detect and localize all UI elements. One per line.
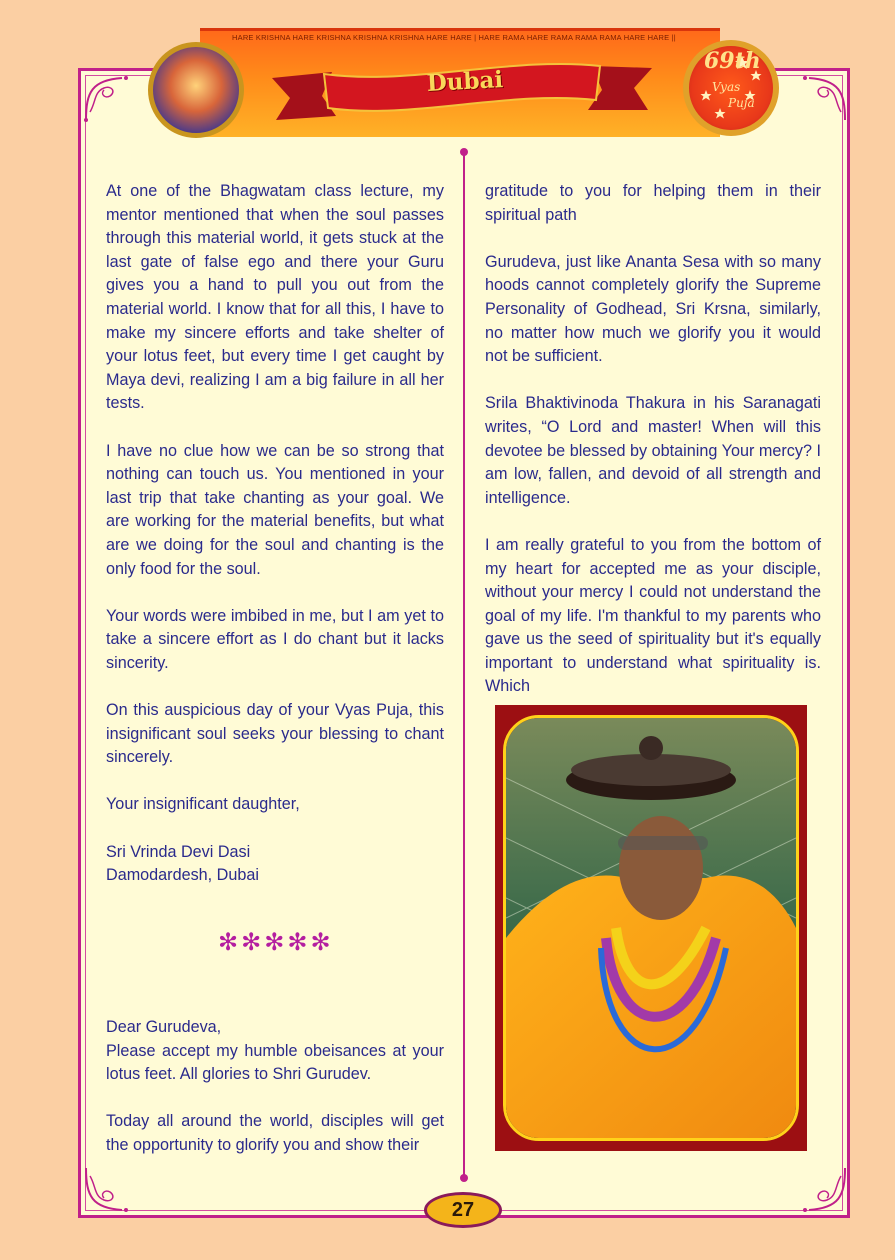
paragraph: I am really grateful to you from the bottom of my heart for accepted me as your disciple, without your mercy I could not understand the goal of my life. I'm thankful to my parents who gave us the seed of spirituality but it's equally important to understand what spirituality is. Which xyxy=(485,535,821,696)
paragraph: gratitude to you for helping them in their spiritual path xyxy=(485,182,821,224)
paragraph: I have no clue how we can be so strong that nothing can touch us. You mentioned in your last trip that take chanting as your goal. We are working for the material benefits, but what are we doing for the soul and chanting is the only food for the soul. xyxy=(106,441,444,578)
column-divider xyxy=(463,152,465,1178)
paragraph: Today all around the world, disciples will get the opportunity to glorify you and show their xyxy=(106,1112,444,1154)
paragraph: Your words were imbibed in me, but I am yet to take a sincere effort as I do chant but it lacks sincerity. xyxy=(106,606,444,672)
deity-medallion xyxy=(148,42,244,138)
guru-photo xyxy=(503,715,799,1141)
corner-ornament-icon xyxy=(797,72,849,124)
mantra-text: HARE KRISHNA HARE KRISHNA KRISHNA KRISHNA HARE HARE | HARE RAMA HARE RAMA RAMA RAMA HARE HARE || xyxy=(232,33,676,42)
page-title: Dubai xyxy=(426,66,504,97)
paragraph: Please accept my humble obeisances at your lotus feet. All glories to Shri Gurudev. xyxy=(106,1041,444,1084)
vyas-puja-label: Puja xyxy=(728,96,755,110)
page-number: 27 xyxy=(424,1192,502,1228)
divider-dot xyxy=(460,148,468,156)
divider-dot xyxy=(460,1174,468,1182)
second-letter xyxy=(106,1016,444,1181)
corner-ornament-icon xyxy=(82,72,134,124)
right-column xyxy=(485,180,821,723)
paragraph: Gurudeva, just like Ananta Sesa with so many hoods cannot completely glorify the Supreme Personality of Godhead, Sri Krsna, similarly, no matter how much we glorify you it would not be sufficient. xyxy=(485,252,821,366)
closing: Your insignificant daughter, xyxy=(106,795,300,814)
corner-ornament-icon xyxy=(797,1164,849,1216)
salutation: Dear Gurudeva, xyxy=(106,1018,222,1036)
vyas-puja-number: 69th xyxy=(704,48,761,74)
paragraph: Srila Bhaktivinoda Thakura in his Saranagati writes, “O Lord and master! When will this devotee be blessed by obtaining Your mercy? I am low, fallen, and devoid of all strength and intelligence. xyxy=(485,394,821,507)
signature-place: Damodardesh, Dubai xyxy=(106,866,259,885)
left-column xyxy=(106,180,444,888)
paragraph: At one of the Bhagwatam class lecture, my mentor mentioned that when the soul passes through this material world, it gets stuck at the last gate of false ego and there your Guru gives you a hand to pull you out from the material world. I know that for all this, I have to make my sincere efforts and take shelter of your lotus feet, but every time I get caught by Maya devi, realizing I am a big failure in all her tests. xyxy=(106,182,444,413)
vyas-puja-label: Vyas xyxy=(712,80,741,94)
signature-name: Sri Vrinda Devi Dasi xyxy=(106,842,251,861)
paragraph: On this auspicious day of your Vyas Puja, this insignificant soul seeks your blessing to chant sincerely. xyxy=(106,701,444,767)
section-separator: ✻✻✻✻✻ xyxy=(218,929,334,956)
